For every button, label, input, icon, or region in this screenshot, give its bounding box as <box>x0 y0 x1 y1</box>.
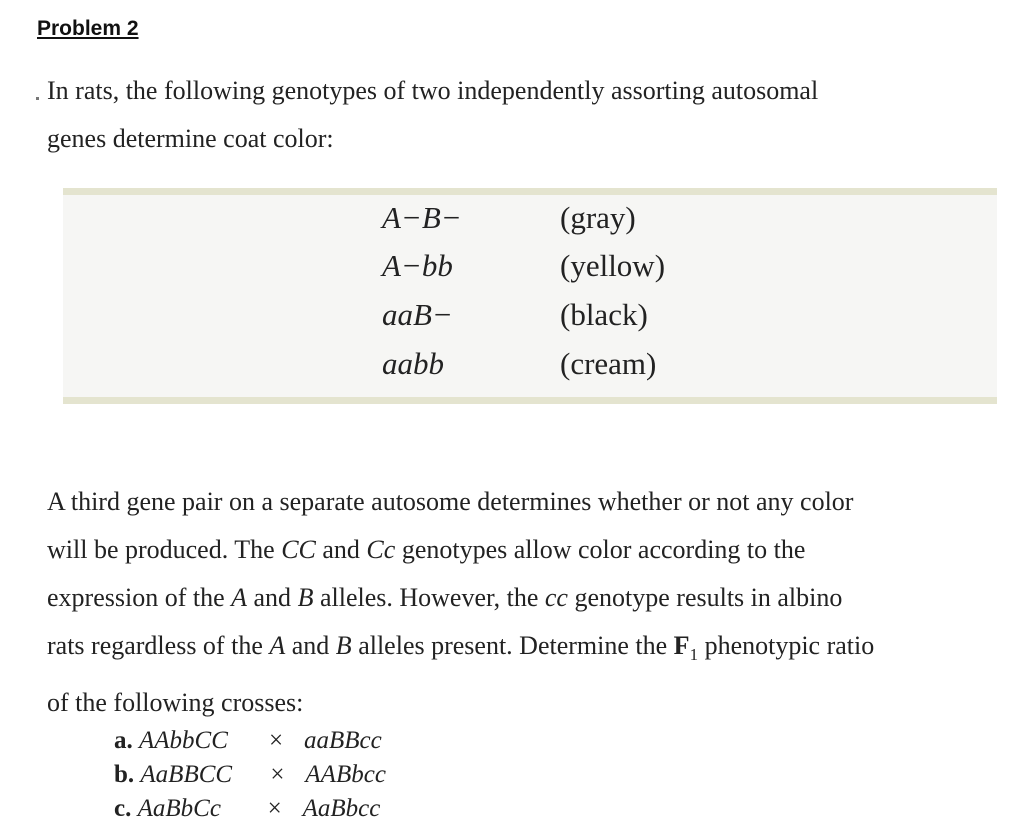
body-line-3: expression of the A and B alleles. However, the cc genotype results in albino <box>47 583 843 612</box>
bullet-dot <box>36 97 39 100</box>
intro-line-1: In rats, the following genotypes of two independently assorting autosomal <box>47 76 819 105</box>
body-paragraph <box>47 478 1022 727</box>
phenotype-cell: (yellow) <box>560 248 666 283</box>
genotype-cell: aabb <box>382 346 444 381</box>
phenotype-cell: (gray) <box>560 200 636 235</box>
phenotype-cell: (cream) <box>560 346 657 381</box>
cross-item: a. AAbbCC × aaBBcc <box>114 727 382 754</box>
phenotype-cell: (black) <box>560 297 648 332</box>
intro-paragraph <box>47 67 1007 163</box>
intro-line-2: genes determine coat color: <box>47 124 334 153</box>
body-line-4: rats regardless of the A and B alleles present. Determine the $F_1$ phenotypic ratio <box>47 631 875 665</box>
body-line-1: A third gene pair on a separate autosome determines whether or not any color <box>47 487 854 516</box>
cross-item: b. AaBBCC × AABbcc <box>114 761 386 788</box>
cross-item: c. AaBbCc × AaBbcc <box>114 795 381 822</box>
genotype-cell: A−B− <box>382 200 462 235</box>
genotype-cell: A−bb <box>382 248 453 283</box>
problem-heading: Problem 2 <box>37 17 139 40</box>
body-line-5: of the following crosses: <box>47 688 304 718</box>
body-line-2: will be produced. The CC and Cc genotypes allow color according to the <box>47 535 806 564</box>
genotype-table <box>63 188 997 404</box>
genotype-cell: aaB− <box>382 297 453 332</box>
